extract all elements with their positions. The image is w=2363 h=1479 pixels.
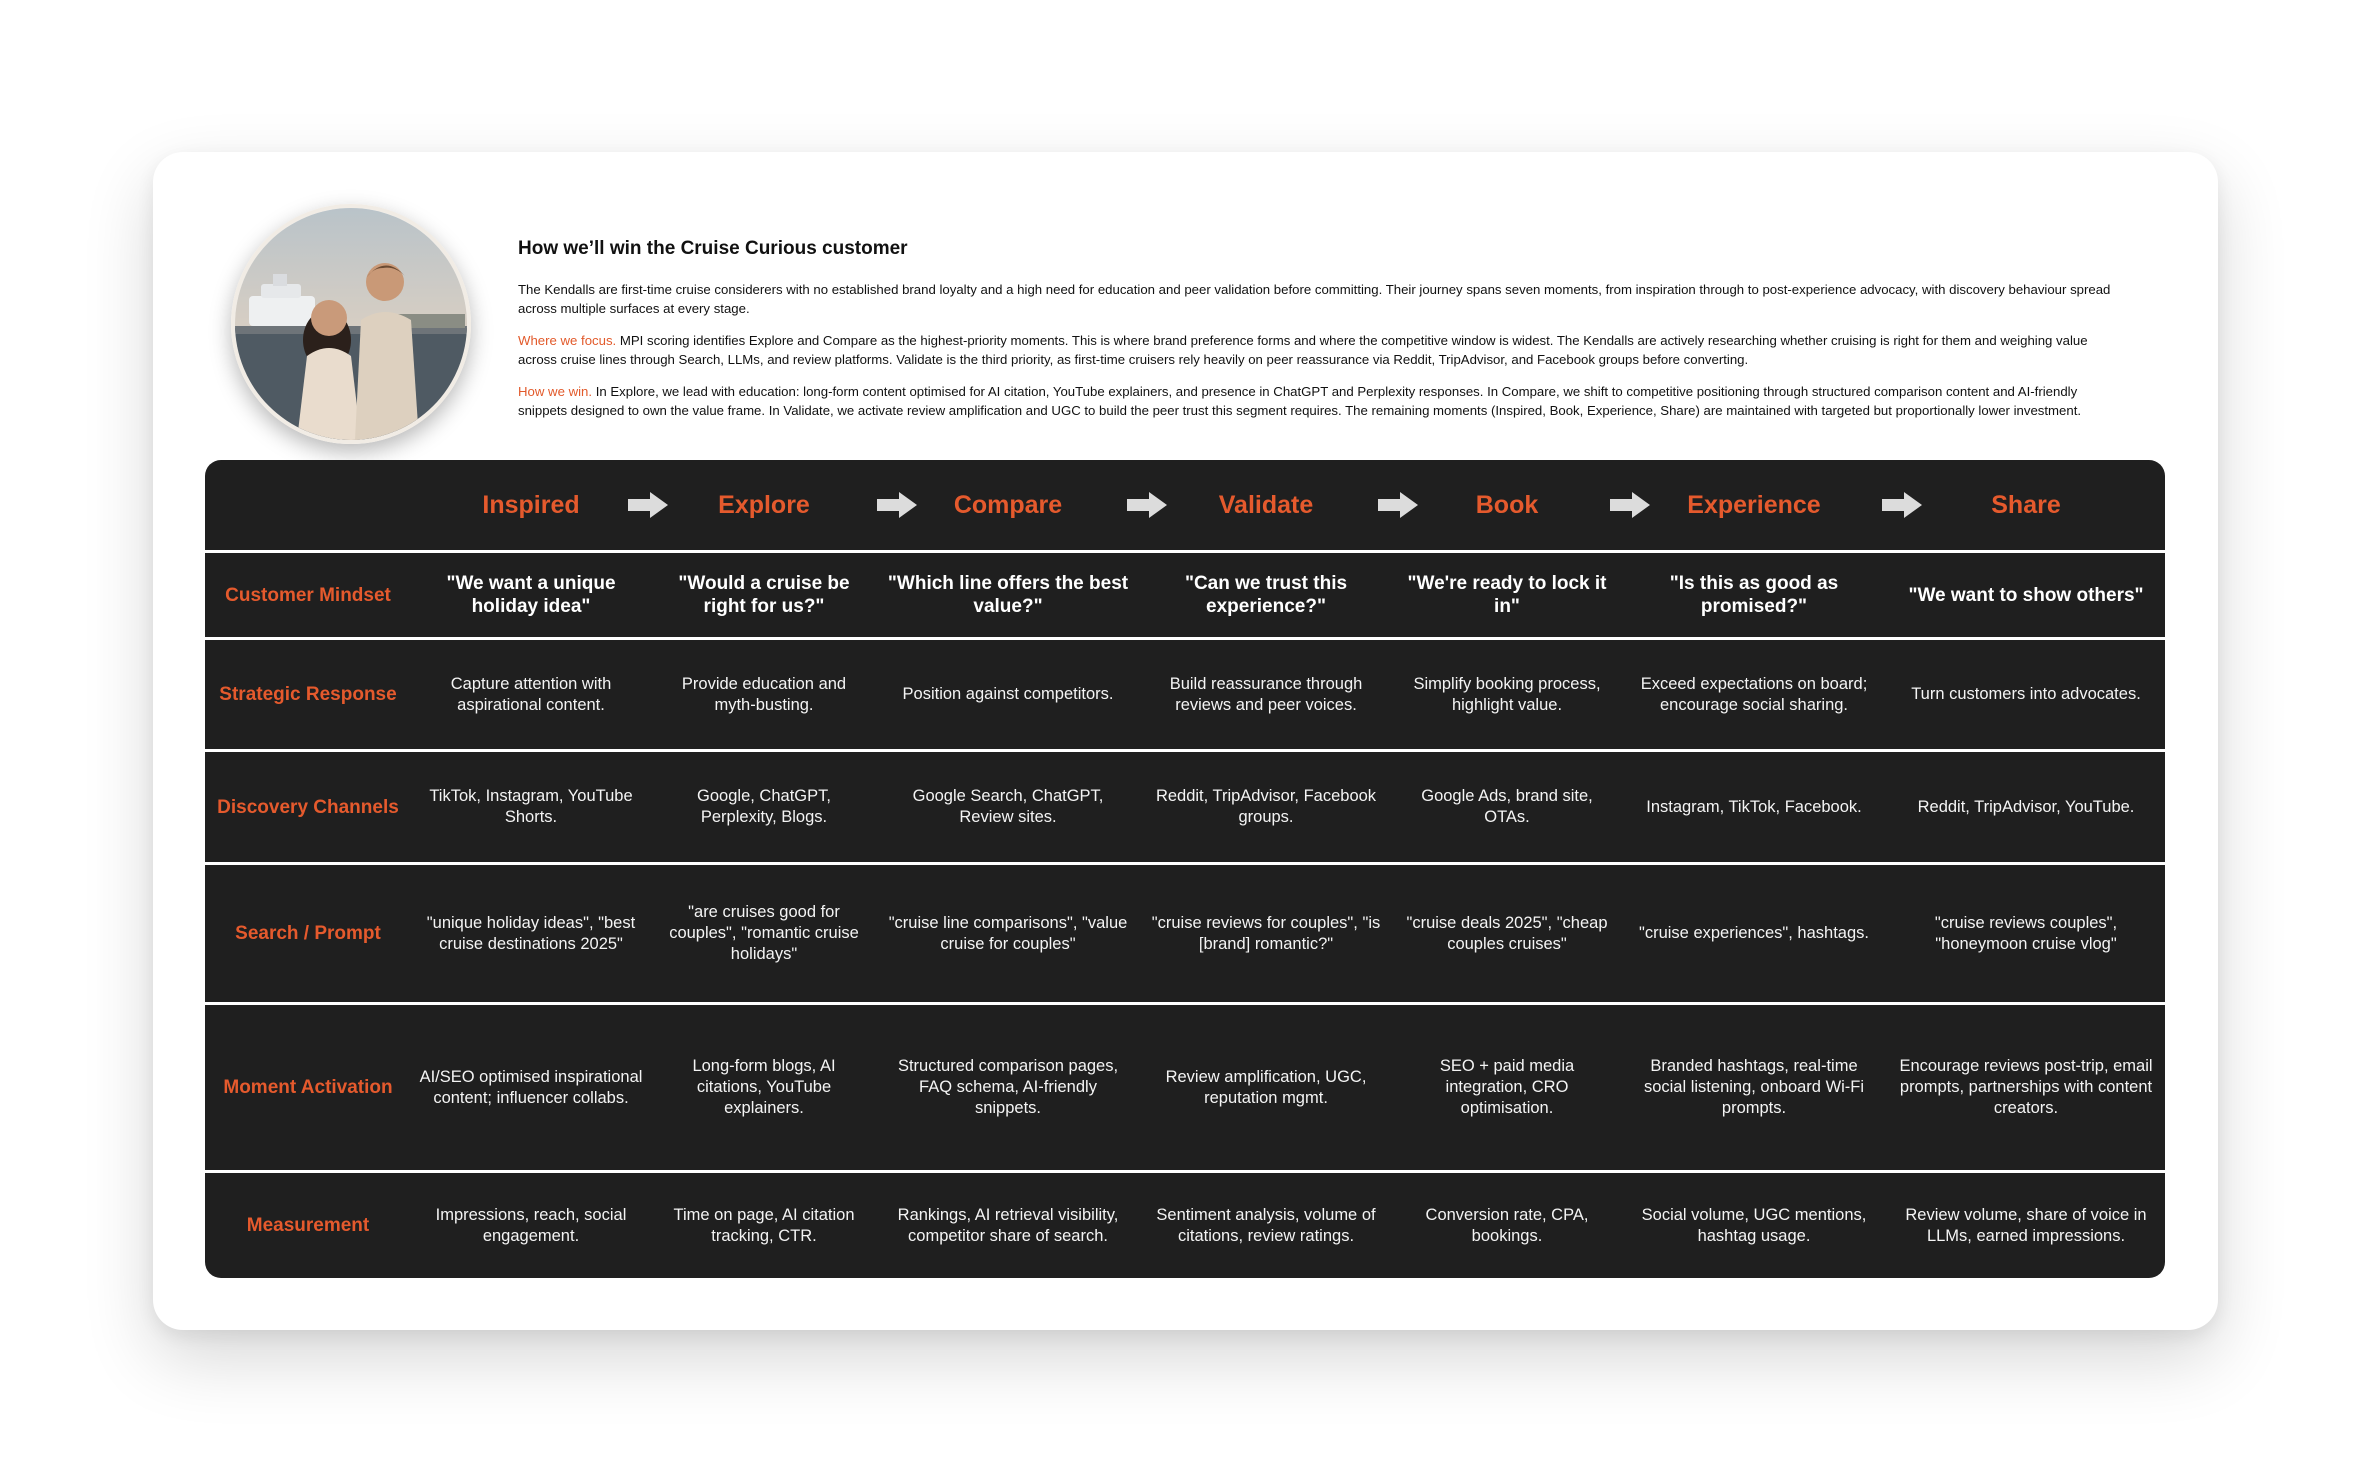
table-cell: Position against competitors.: [902, 685, 1114, 703]
table-cell: "unique holiday ideas", "best cruise destinations 2025": [426, 913, 636, 953]
row-strategic-response: [205, 637, 2165, 749]
table-cell: "cruise experiences", hashtags.: [1638, 924, 1869, 942]
row-moment-activation: [205, 1002, 2165, 1170]
row-label: Discovery Channels: [217, 796, 399, 818]
win-text: In Explore, we lead with education: long-form content optimised for AI citation, YouTube explainers, and presence in ChatGPT and Perplexity responses. In Compare, we shift to competitive positioning through structured comparison content and AI-friendly snippets designed to own the value frame. In Validate, we activate review amplification and UGC to build the peer trust this segment requires. The remaining moments (Inspired, Book, Experience, Share) are maintained with targeted but proportionally lower investment.: [518, 384, 2082, 418]
journey-table: [205, 460, 2165, 1278]
persona-photo: [231, 204, 471, 444]
intro-paragraph: The Kendalls are first-time cruise considerers with no established brand loyalty and a high need for education and peer validation before committing. Their journey spans seven moments, from inspiration through to post-experience advocacy, with discovery behaviour spread across multiple surfaces at every stage.: [518, 282, 2111, 316]
stage-experience: Experience: [1687, 491, 1821, 519]
table-cell: "We want a unique holiday idea": [446, 573, 616, 617]
table-cell: "are cruises good for couples", "romantic cruise holidays": [669, 903, 859, 963]
table-cell: Google Search, ChatGPT, Review sites.: [912, 787, 1104, 826]
win-paragraph: [518, 382, 2128, 420]
row-customer-mindset: [205, 550, 2165, 637]
stage-validate: Validate: [1218, 491, 1314, 519]
stage-compare: Compare: [953, 491, 1063, 519]
table-cell: Reddit, TripAdvisor, Facebook groups.: [1155, 787, 1377, 826]
table-cell: TikTok, Instagram, YouTube Shorts.: [429, 787, 633, 826]
row-label: Search / Prompt: [235, 923, 381, 944]
table-cell: Google Ads, brand site, OTAs.: [1421, 787, 1593, 826]
table-cell: "cruise reviews for couples", "is [brand] romantic?": [1151, 913, 1381, 953]
table-cell: Social volume, UGC mentions, hashtag usage.: [1641, 1205, 1867, 1245]
row-measurement: [205, 1170, 2165, 1278]
table-cell: Conversion rate, CPA, bookings.: [1425, 1205, 1589, 1245]
couple-photo-illustration: [235, 208, 467, 440]
table-cell: Review amplification, UGC, reputation mgmt.: [1165, 1067, 1367, 1107]
table-cell: Turn customers into advocates.: [1911, 685, 2141, 703]
table-cell: "cruise deals 2025", "cheap couples cruises": [1406, 913, 1608, 953]
intro-section: [518, 238, 2128, 433]
stage-header-row: [205, 460, 2165, 550]
table-cell: Review volume, share of voice in LLMs, earned impressions.: [1905, 1205, 2147, 1245]
table-cell: Structured comparison pages, FAQ schema, AI-friendly snippets.: [897, 1057, 1119, 1117]
stage-explore: Explore: [718, 491, 810, 519]
table-cell: "Would a cruise be right for us?": [678, 573, 850, 617]
table-cell: Capture attention with aspirational content.: [450, 674, 612, 714]
row-label: Strategic Response: [219, 684, 397, 705]
table-cell: AI/SEO optimised inspirational content; influencer collabs.: [419, 1067, 643, 1107]
table-cell: Provide education and myth-busting.: [681, 674, 847, 714]
row-search-prompt: [205, 862, 2165, 1002]
table-cell: Impressions, reach, social engagement.: [435, 1205, 627, 1245]
table-cell: Reddit, TripAdvisor, YouTube.: [1917, 797, 2135, 816]
stage-book: Book: [1475, 491, 1539, 519]
table-cell: "Is this as good as promised?": [1669, 573, 1839, 617]
page-title: How we’ll win the Cruise Curious customer: [518, 238, 908, 259]
row-discovery-channels: [205, 749, 2165, 862]
row-label: Customer Mindset: [225, 584, 391, 606]
focus-label: Where we focus.: [518, 333, 617, 348]
stage-share: Share: [1991, 491, 2061, 519]
table-cell: SEO + paid media integration, CRO optimisation.: [1439, 1057, 1575, 1117]
table-cell: "We want to show others": [1908, 584, 2144, 606]
table-cell: Simplify booking process, highlight value.: [1413, 674, 1601, 714]
table-cell: Google, ChatGPT, Perplexity, Blogs.: [697, 787, 831, 826]
table-cell: Rankings, AI retrieval visibility, competitor share of search.: [897, 1205, 1119, 1245]
table-cell: Branded hashtags, real-time social listening, onboard Wi-Fi prompts.: [1643, 1057, 1865, 1117]
focus-paragraph: [518, 331, 2128, 369]
focus-text: MPI scoring identifies Explore and Compare as the highest-priority moments. This is where brand preference forms and where the competitive window is widest. The Kendalls are actively researching whether cruising is right for them and weighing value across cruise lines through Search, LLMs, and review platforms. Validate is the third priority, as first-time cruisers rely heavily on peer reassurance via Reddit, TripAdvisor, and Facebook groups before converting.: [518, 333, 2088, 367]
row-label: Measurement: [246, 1215, 370, 1236]
table-cell: Sentiment analysis, volume of citations, review ratings.: [1156, 1205, 1376, 1245]
table-cell: Long-form blogs, AI citations, YouTube explainers.: [692, 1057, 836, 1117]
table-cell: "cruise line comparisons", "value cruise for couples": [888, 913, 1128, 953]
table-cell: "We're ready to lock it in": [1407, 573, 1607, 617]
win-label: How we win.: [518, 384, 593, 399]
table-cell: Time on page, AI citation tracking, CTR.: [673, 1205, 855, 1245]
table-cell: Instagram, TikTok, Facebook.: [1646, 797, 1862, 816]
table-cell: "cruise reviews couples", "honeymoon cruise vlog": [1934, 913, 2118, 953]
table-cell: Exceed expectations on board; encourage social sharing.: [1640, 674, 1868, 714]
stage-inspired: Inspired: [482, 491, 580, 519]
row-label: Moment Activation: [223, 1077, 393, 1098]
table-cell: Encourage reviews post-trip, email prompts, partnerships with content creators.: [1899, 1057, 2153, 1117]
table-cell: Build reassurance through reviews and peer voices.: [1169, 674, 1363, 714]
table-cell: "Which line offers the best value?": [887, 573, 1129, 617]
table-cell: "Can we trust this experience?": [1184, 573, 1348, 617]
